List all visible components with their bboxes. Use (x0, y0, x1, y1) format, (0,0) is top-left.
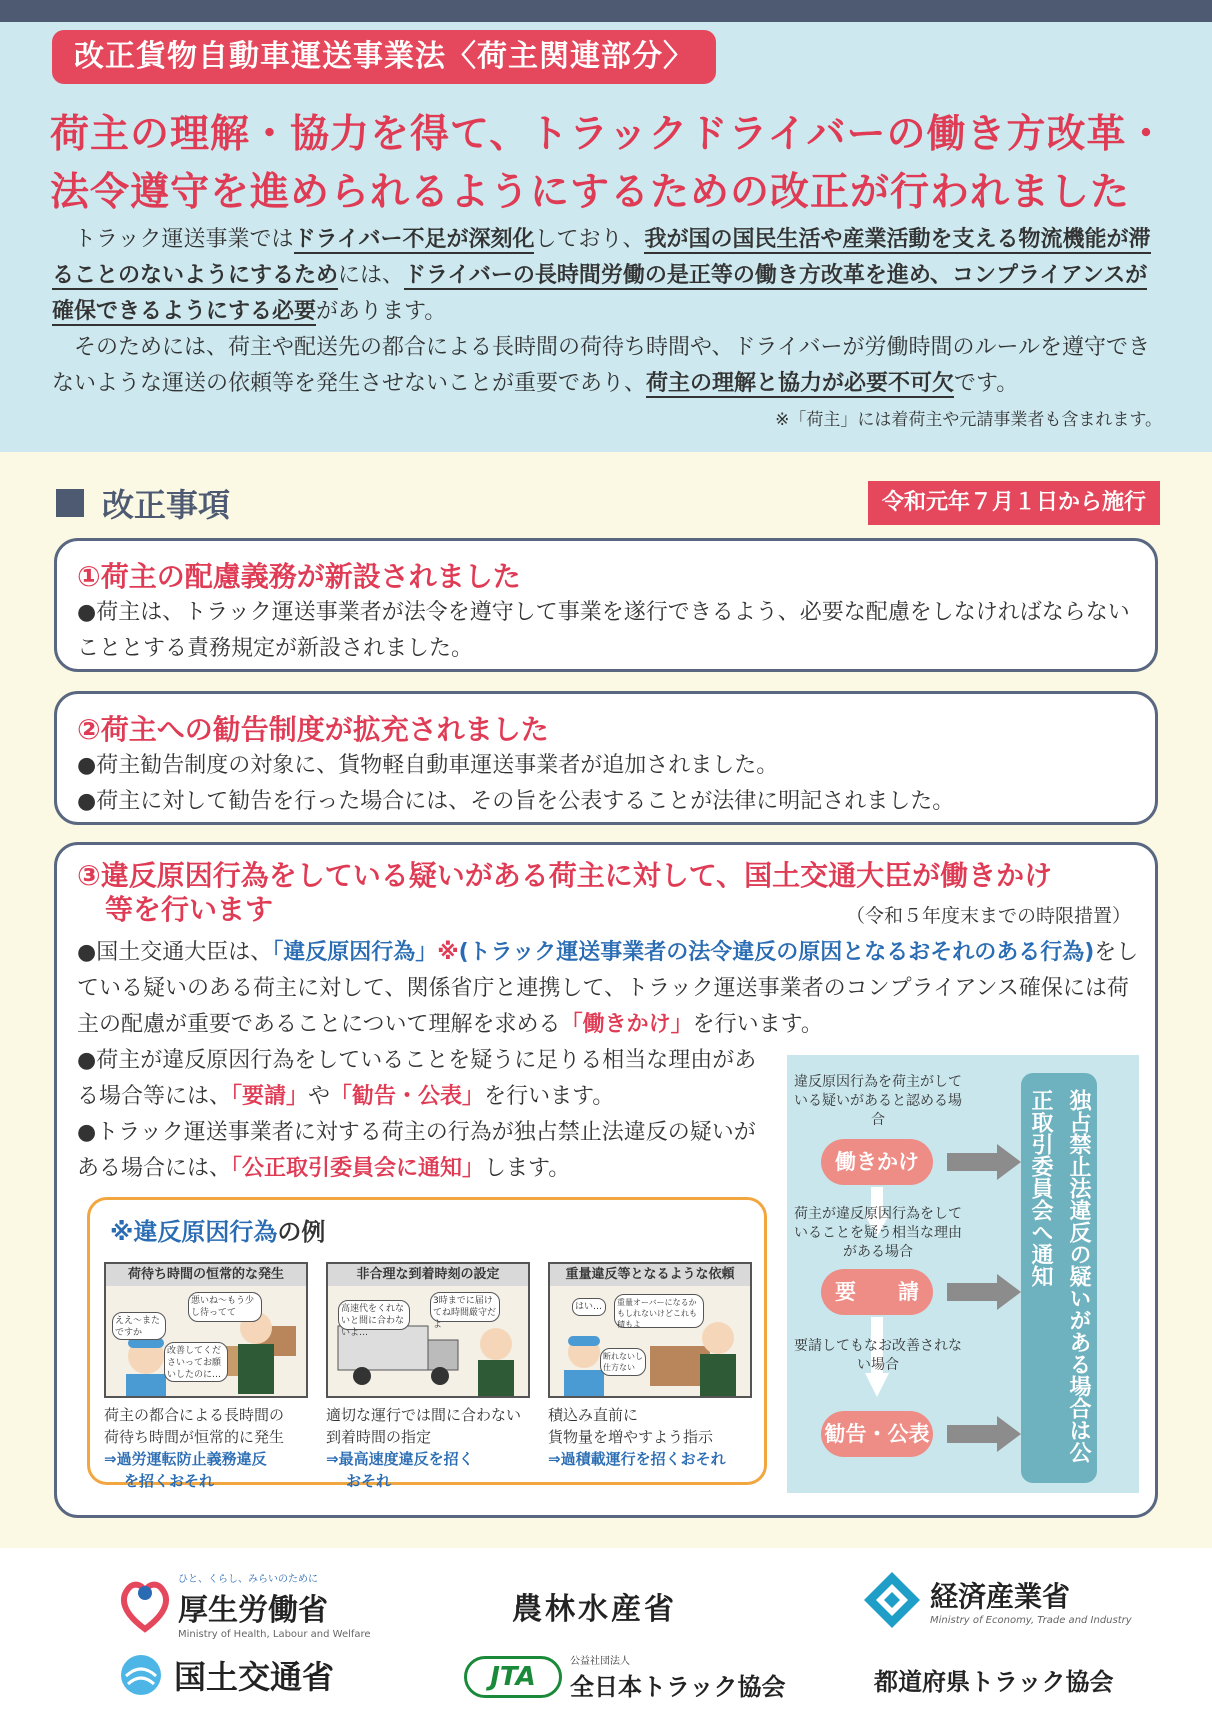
panel-caption: 重量違反等となるような依頼 (550, 1264, 750, 1286)
maff-name: 農林水産省 (512, 1592, 677, 1627)
item-3-time-limit-note: （令和５年度末までの時限措置） (845, 905, 1131, 927)
shipper-note: ※「荷主」には着荷主や元請事業者も含まれます。 (775, 410, 1162, 430)
jta-logo (464, 1652, 786, 1702)
prefectural-association-name: 都道府県トラック協会 (874, 1668, 1114, 1696)
item-2-bullet-1: ●荷主勧告制度の対象に、貨物軽自動車運送事業者が追加されました。 (77, 753, 779, 778)
speech-bubble: 改善してくださいってお願いしたのに… (164, 1342, 228, 1382)
panel-caption: 非合理な到着時刻の設定 (328, 1264, 528, 1286)
enforcement-flow-diagram (787, 1055, 1139, 1493)
right-arrow-icon (947, 1274, 1021, 1310)
speech-bubble: 悪いね～もう少し待ってて (188, 1292, 262, 1322)
flow-note-2: 荷主が違反原因行為をしていることを疑う相当な理由がある場合 (794, 1206, 962, 1260)
item-card-2 (54, 691, 1158, 825)
item-3-bullet-3: ●トラック運送事業者に対する荷主の行為が独占禁止法違反の疑いがある場合には、「公正取引委員会に通知」します。 (77, 1120, 756, 1181)
speech-bubble: 高速代をくれないと間に合わないよ… (338, 1300, 410, 1330)
flow-note-3: 要請してもなお改善されない場合 (794, 1338, 962, 1373)
mhlw-heart-icon (118, 1577, 172, 1633)
jta-mark: JTA (464, 1656, 562, 1698)
intro-text (52, 222, 1164, 402)
example-panel-waiting (104, 1262, 308, 1398)
panel-caption: 荷待ち時間の恒常的な発生 (106, 1264, 306, 1286)
item-3-bullet-2: ●荷主が違反原因行為をしていることを疑うに足りる相当な理由がある場合等には、「要請」や「勧告・公表」を行います。 (77, 1048, 757, 1109)
section-title: 改正事項 (102, 486, 231, 524)
ftc-notification-bar: 独占禁止法違反の疑いがある場合は公正取引委員会へ通知 (1021, 1073, 1097, 1483)
item-3-title-line-1: ③違反原因行為をしている疑いがある荷主に対して、国土交通大臣が働きかけ (77, 859, 1053, 892)
intro-paragraph-2: そのためには、荷主や配送先の都合による長時間の荷待ち時間や、ドライバーが労働時間のルールを遵守できないような運送の依頼等を発生させないことが重要であり、荷主の理解と協力が必要不可欠です。 (52, 335, 1151, 396)
right-arrow-icon (947, 1144, 1021, 1180)
item-1-bullet: ●荷主は、トラック運送事業者が法令を遵守して事業を遂行できるよう、必要な配慮をしなければならないこととする責務規定が新設されました。 (77, 600, 1130, 661)
violation-examples-box (87, 1197, 767, 1490)
item-3-title-line-2: 等を行います (105, 893, 274, 926)
meti-logo (862, 1570, 1132, 1630)
jta-name: 全日本トラック協会 (570, 1673, 786, 1701)
mhlw-logo (118, 1570, 371, 1640)
effective-date-badge: 令和元年７月１日から施行 (868, 481, 1160, 525)
item-2-bullet-2: ●荷主に対して勧告を行った場合には、その旨を公表することが法律に明記されました。 (77, 789, 955, 814)
mhlw-english: Ministry of Health, Labour and Welfare (178, 1629, 371, 1640)
top-bar (0, 0, 1212, 22)
section-heading (56, 480, 230, 526)
example-panel-arrival (326, 1262, 530, 1398)
meti-name: 経済産業省 (930, 1579, 1071, 1613)
maff-logo (512, 1584, 677, 1628)
example-panel-overload (548, 1262, 752, 1398)
speech-bubble: ええ～またですか (112, 1312, 166, 1340)
footer-logos (0, 1548, 1212, 1716)
flow-step-request: 要 請 (821, 1269, 933, 1315)
example-desc-waiting: 荷主の都合による長時間の 荷待ち時間が恒常的に発生 ⇒過労運転防止義務違反 を招くおそれ (104, 1406, 285, 1490)
headline (50, 106, 1170, 222)
headline-line-2: 法令遵守を進められるようにするための改正が行われました (50, 170, 1131, 215)
jta-subtitle: 公益社団法人 (570, 1656, 630, 1667)
right-arrow-icon (947, 1416, 1021, 1452)
prefectural-association (874, 1662, 1114, 1697)
flow-note-1: 違反原因行為を荷主がしている疑いがあると認める場合 (794, 1074, 962, 1128)
item-3-bullet-1: ●国土交通大臣は、「違反原因行為」※(トラック運送事業者の法令違反の原因となるおそれのある行為)をしている疑いのある荷主に対して、関係省庁と連携して、トラック運送事業者のコンプライアンス確保には荷主の配慮が重要であることについて理解を求める「働きかけ」を行います。 (77, 940, 1139, 1037)
examples-title: ※違反原因行為の例 (110, 1218, 326, 1246)
law-title-badge: 改正貨物自動車運送事業法〈荷主関連部分〉 (52, 30, 716, 84)
example-desc-arrival: 適切な運行では間に合わない 到着時間の指定 ⇒最高速度違反を招く おそれ (326, 1406, 522, 1490)
meti-emblem-icon (862, 1570, 922, 1630)
intro-paragraph-1: トラック運送事業ではドライバー不足が深刻化しており、我が国の国民生活や産業活動を支える物流機能が滞ることのないようにするためには、ドライバーの長時間労働の是正等の働き方改革を進め、コンプライアンスが確保できるようにする必要があります。 (52, 227, 1151, 324)
flow-step-recommend-publish: 勧告・公表 (821, 1411, 933, 1457)
item-card-1 (54, 538, 1158, 672)
speech-bubble: 断れないし仕方ない (600, 1348, 646, 1376)
item-1-title: ①荷主の配慮義務が新設されました (77, 560, 521, 593)
speech-bubble: はい… (572, 1298, 606, 1316)
mlit-logo (118, 1652, 334, 1698)
flow-step-encourage: 働きかけ (821, 1139, 933, 1185)
meti-english: Ministry of Economy, Trade and Industry (930, 1614, 1132, 1626)
item-2-title: ②荷主への勧告制度が拡充されました (77, 713, 549, 746)
speech-bubble: 3時までに届けてね時間厳守だよ (430, 1292, 500, 1322)
mlit-name: 国土交通省 (174, 1658, 335, 1696)
headline-line-1: 荷主の理解・協力を得て、トラックドライバーの働き方改革・ (50, 112, 1167, 157)
example-desc-overload: 積込み直前に 貨物量を増やすよう指示 ⇒過積載運行を招くおそれ (548, 1406, 726, 1468)
square-bullet-icon (56, 489, 84, 517)
item-card-3 (54, 842, 1158, 1518)
mhlw-name: 厚生労働省 (178, 1593, 328, 1628)
mlit-emblem-icon (118, 1652, 164, 1698)
speech-bubble: 重量オーバーになるかもしれないけどこれも積もよ (614, 1294, 704, 1328)
mhlw-tagline: ひと、くらし、みらいのために (178, 1574, 318, 1585)
